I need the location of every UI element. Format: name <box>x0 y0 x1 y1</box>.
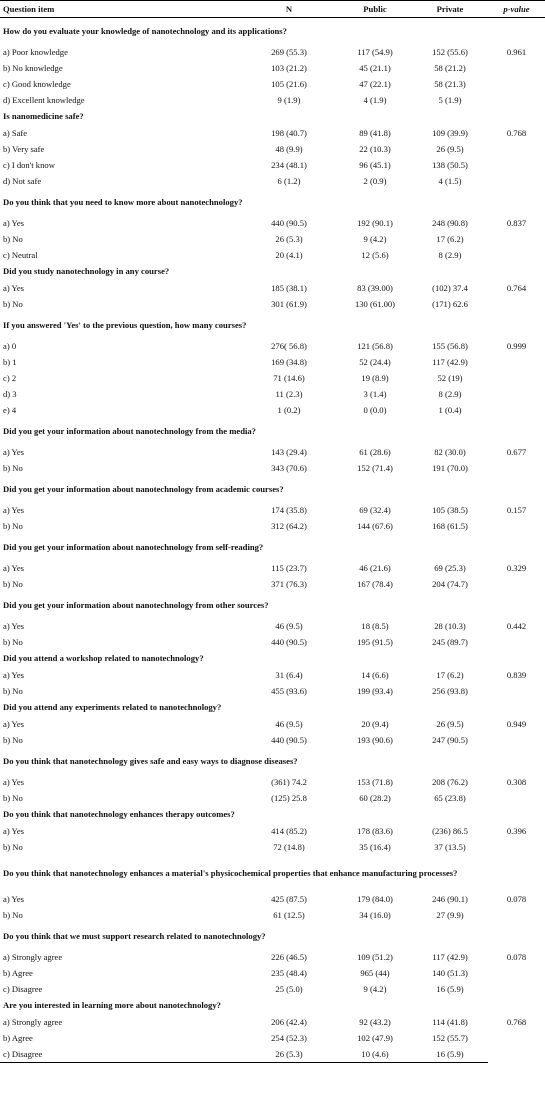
count-private: 58 (21.2) <box>434 62 466 73</box>
answer-label: b) No <box>3 462 23 473</box>
answer-label: a) Strongly agree <box>3 951 63 962</box>
answer-label: b) No <box>3 841 23 852</box>
header-p-value: p-value <box>488 1 545 18</box>
count-public: 9 (4.2) <box>363 233 387 244</box>
count-public: 18 (8.5) <box>361 620 389 631</box>
count-public: 19 (8.9) <box>361 372 389 383</box>
count-private: 256 (93.8) <box>432 685 468 696</box>
count-private: 26 (9.5) <box>436 143 464 154</box>
count-n: 425 (87.5) <box>271 893 307 904</box>
count-n: 198 (40.7) <box>271 127 307 138</box>
question-text: Did you study nanotechnology in any course? <box>3 266 170 276</box>
answer-label: a) Yes <box>3 504 25 515</box>
count-public: 69 (32.4) <box>359 504 391 515</box>
p-value: 0.949 <box>506 719 527 729</box>
count-private: 245 (89.7) <box>432 636 468 647</box>
answer-row <box>0 823 545 839</box>
answer-label: d) 3 <box>3 388 17 399</box>
count-n: 174 (35.8) <box>271 504 307 515</box>
answer-row <box>0 280 545 296</box>
count-n: 440 (90.5) <box>271 217 307 228</box>
header-public: Public <box>338 1 412 18</box>
answer-row <box>0 518 545 534</box>
answer-row <box>0 560 545 576</box>
count-private: 28 (10.3) <box>434 620 466 631</box>
count-private: 65 (23.8) <box>434 792 466 803</box>
count-public: 152 (71.4) <box>357 462 393 473</box>
count-n: 1 (0.2) <box>277 404 301 415</box>
count-public: 193 (90.6) <box>357 734 393 745</box>
count-n: 46 (9.5) <box>275 718 303 729</box>
count-private: 117 (42.9) <box>432 356 468 367</box>
question-row <box>0 997 545 1014</box>
count-public: 96 (45.1) <box>359 159 391 170</box>
answer-row <box>0 949 545 965</box>
count-public: 45 (21.1) <box>359 62 391 73</box>
answer-label: a) Yes <box>3 446 25 457</box>
p-value: 0.764 <box>506 283 527 293</box>
count-n: 440 (90.5) <box>271 636 307 647</box>
answer-label: b) No <box>3 909 23 920</box>
count-public: 0 (0.0) <box>363 404 387 415</box>
count-public: 9 (4.2) <box>363 983 387 994</box>
count-private: 105 (38.5) <box>432 504 468 515</box>
count-public: 192 (90.1) <box>357 217 393 228</box>
p-value: 0.157 <box>506 505 527 515</box>
p-value: 0.768 <box>506 128 527 138</box>
count-public: 179 (84.0) <box>357 893 393 904</box>
table-body <box>0 18 545 1063</box>
count-public: 117 (54.9) <box>357 46 393 57</box>
question-text: Did you get your information about nanotechnology from other sources? <box>3 599 269 610</box>
count-private: 140 (51.3) <box>432 967 468 978</box>
count-private: 155 (56.8) <box>432 340 468 351</box>
question-row <box>0 263 545 280</box>
count-private: (171) 62.6 <box>432 298 468 309</box>
answer-label: c) Neutral <box>3 249 38 260</box>
count-n: 185 (38.1) <box>271 282 307 293</box>
count-n: 276( 56.8) <box>271 340 307 351</box>
question-text: Do you think that you need to know more about nanotechnology? <box>3 196 243 207</box>
count-public: 47 (22.1) <box>359 78 391 89</box>
count-public: 153 (71.8) <box>357 776 393 787</box>
count-public: 2 (0.9) <box>363 175 387 186</box>
p-value: 0.078 <box>506 952 527 962</box>
count-public: 965 (44) <box>360 967 390 978</box>
question-row <box>0 534 545 560</box>
answer-label: c) Disagree <box>3 983 43 994</box>
question-row <box>0 699 545 716</box>
answer-row <box>0 370 545 386</box>
count-private: 191 (70.0) <box>432 462 468 473</box>
count-private: 8 (2.9) <box>438 388 462 399</box>
count-n: 25 (5.0) <box>275 983 303 994</box>
count-n: 301 (61.9) <box>271 298 307 309</box>
count-public: 92 (43.2) <box>359 1016 391 1027</box>
question-row <box>0 855 545 891</box>
count-n: 46 (9.5) <box>275 620 303 631</box>
count-n: 115 (23.7) <box>271 562 307 573</box>
count-public: 14 (6.6) <box>361 669 389 680</box>
answer-label: d) Not safe <box>3 175 42 186</box>
count-private: 37 (13.5) <box>434 841 466 852</box>
p-value: 0.677 <box>506 447 527 457</box>
count-n: 440 (90.5) <box>271 734 307 745</box>
count-private: 27 (9.9) <box>436 909 464 920</box>
count-n: 26 (5.3) <box>240 1046 338 1063</box>
count-private: 168 (61.5) <box>432 520 468 531</box>
count-n: 72 (14.8) <box>273 841 305 852</box>
answer-label: b) No <box>3 792 23 803</box>
count-n: 61 (12.5) <box>273 909 305 920</box>
answer-label: a) Yes <box>3 776 25 787</box>
answer-label: b) No knowledge <box>3 62 63 73</box>
count-public: 121 (56.8) <box>357 340 393 351</box>
answer-label: a) Yes <box>3 718 25 729</box>
answer-row <box>0 634 545 650</box>
answer-row <box>0 231 545 247</box>
count-n: 48 (9.9) <box>275 143 303 154</box>
count-public: 61 (28.6) <box>359 446 391 457</box>
answer-row <box>0 1030 545 1046</box>
count-private: 5 (1.9) <box>438 94 462 105</box>
count-n: 20 (4.1) <box>275 249 303 260</box>
p-value: 0.329 <box>506 563 527 573</box>
header-n: N <box>240 1 338 18</box>
answer-label: c) 2 <box>3 372 17 383</box>
answer-row <box>0 774 545 790</box>
question-row <box>0 312 545 338</box>
count-private: 69 (25.3) <box>434 562 466 573</box>
header-private: Private <box>412 1 488 18</box>
answer-row <box>0 444 545 460</box>
p-value: 0.999 <box>506 341 527 351</box>
answer-row <box>0 247 545 263</box>
answer-row <box>0 716 545 732</box>
count-private: 114 (41.8) <box>432 1016 468 1027</box>
count-private: 52 (19) <box>437 372 463 383</box>
answer-label: d) Excellent knowledge <box>3 94 85 105</box>
count-private: 17 (6.2) <box>436 233 464 244</box>
question-text: Did you get your information about nanotechnology from the media? <box>3 425 256 436</box>
answer-label: b) No <box>3 636 23 647</box>
count-public: 46 (21.6) <box>359 562 391 573</box>
answer-row <box>0 618 545 634</box>
count-n: 371 (76.3) <box>271 578 307 589</box>
count-n: 31 (6.4) <box>275 669 303 680</box>
count-public: 199 (93.4) <box>357 685 393 696</box>
count-n: 312 (64.2) <box>271 520 307 531</box>
question-text: Do you think that nanotechnology gives safe and easy ways to diagnose diseases? <box>3 755 298 766</box>
count-n: 105 (21.6) <box>271 78 307 89</box>
answer-label: b) No <box>3 685 23 696</box>
count-public: 35 (16.4) <box>359 841 391 852</box>
count-n: 6 (1.2) <box>277 175 301 186</box>
p-value: 0.078 <box>506 894 527 904</box>
count-public: 34 (16.0) <box>359 909 391 920</box>
answer-row <box>0 76 545 92</box>
count-public: 195 (91.5) <box>357 636 393 647</box>
answer-row <box>0 667 545 683</box>
answer-row <box>0 907 545 923</box>
count-n: 143 (29.4) <box>271 446 307 457</box>
answer-row <box>0 354 545 370</box>
answer-row <box>0 296 545 312</box>
question-text: Are you interested in learning more about nanotechnology? <box>3 1000 221 1010</box>
count-private: 8 (2.9) <box>438 249 462 260</box>
answer-label: a) Yes <box>3 825 25 836</box>
answer-row <box>0 981 545 997</box>
answer-row <box>0 502 545 518</box>
count-private: 117 (42.9) <box>432 951 468 962</box>
answer-label: b) No <box>3 578 23 589</box>
count-private: 16 (5.9) <box>412 1046 488 1063</box>
question-row <box>0 748 545 774</box>
answer-row <box>0 386 545 402</box>
count-n: 234 (48.1) <box>271 159 307 170</box>
count-public: 12 (5.6) <box>361 249 389 260</box>
answer-label: b) 1 <box>3 356 17 367</box>
answer-label: a) Yes <box>3 620 25 631</box>
answer-label: c) Good knowledge <box>3 78 71 89</box>
header-question-item: Question item <box>0 1 240 18</box>
p-value: 0.442 <box>506 621 527 631</box>
count-n: (125) 25.8 <box>271 792 307 803</box>
question-row <box>0 806 545 823</box>
answer-row <box>0 576 545 592</box>
answer-row <box>0 402 545 418</box>
count-n: 103 (21.2) <box>271 62 307 73</box>
answer-label: b) No <box>3 233 23 244</box>
count-n: 455 (93.6) <box>271 685 307 696</box>
count-n: 206 (42.4) <box>271 1016 307 1027</box>
count-public: 130 (61.00) <box>354 298 396 309</box>
p-value: 0.396 <box>506 826 527 836</box>
answer-row <box>0 215 545 231</box>
question-row <box>0 189 545 215</box>
answer-label: a) Safe <box>3 127 28 138</box>
question-row <box>0 592 545 618</box>
count-n: 9 (1.9) <box>277 94 301 105</box>
answer-row <box>0 173 545 189</box>
p-value: 0.837 <box>506 218 527 228</box>
question-row <box>0 418 545 444</box>
question-text: Did you get your information about nanotechnology from academic courses? <box>3 483 284 494</box>
count-private: 82 (30.0) <box>434 446 466 457</box>
answer-label: a) Poor knowledge <box>3 46 68 57</box>
answer-label: c) Disagree <box>0 1046 240 1063</box>
question-text: Do you think that nanotechnology enhances therapy outcomes? <box>3 809 235 819</box>
question-text: If you answered 'Yes' to the previous question, how many courses? <box>3 319 247 330</box>
answer-row <box>0 790 545 806</box>
count-private: 247 (90.5) <box>432 734 468 745</box>
count-n: 71 (14.6) <box>273 372 305 383</box>
question-row <box>0 108 545 125</box>
question-text: Do you think that nanotechnology enhances a material's physicochemical properties that enhance manufacturing processes? <box>3 867 458 878</box>
count-n: 11 (2.3) <box>275 388 303 399</box>
p-value: 0.839 <box>506 670 527 680</box>
count-public: 89 (41.8) <box>359 127 391 138</box>
question-text: Did you attend a workshop related to nanotechnology? <box>3 653 204 663</box>
count-private: 16 (5.9) <box>436 983 464 994</box>
count-private: 109 (39.9) <box>432 127 468 138</box>
count-public: 167 (78.4) <box>357 578 393 589</box>
answer-row <box>0 891 545 907</box>
answer-row <box>0 460 545 476</box>
question-row <box>0 476 545 502</box>
answer-row <box>0 1046 545 1063</box>
answer-row <box>0 125 545 141</box>
count-private: 138 (50.5) <box>432 159 468 170</box>
count-private: (236) 86.5 <box>432 825 468 836</box>
answer-label: e) 4 <box>3 404 17 415</box>
count-n: 26 (5.3) <box>275 233 303 244</box>
count-public: 109 (51.2) <box>357 951 393 962</box>
count-private: 17 (6.2) <box>436 669 464 680</box>
answer-label: b) Agree <box>3 967 33 978</box>
count-private: 152 (55.7) <box>432 1032 468 1043</box>
count-public: 10 (4.6) <box>338 1046 412 1063</box>
count-public: 22 (10.3) <box>359 143 391 154</box>
count-public: 52 (24.4) <box>359 356 391 367</box>
answer-row <box>0 60 545 76</box>
p-value: 0.768 <box>506 1017 527 1027</box>
p-value: 0.961 <box>506 47 527 57</box>
count-public: 178 (83.6) <box>357 825 393 836</box>
question-row <box>0 650 545 667</box>
answer-label: b) Agree <box>3 1032 33 1043</box>
count-n: 414 (85.2) <box>271 825 307 836</box>
answer-row <box>0 965 545 981</box>
answer-label: a) 0 <box>3 340 17 351</box>
question-text: How do you evaluate your knowledge of nanotechnology and its applications? <box>3 25 287 36</box>
count-public: 83 (39.00) <box>357 282 393 293</box>
answer-label: a) Yes <box>3 562 25 573</box>
count-private: 1 (0.4) <box>438 404 462 415</box>
count-n: 226 (46.5) <box>271 951 307 962</box>
count-private: 208 (76.2) <box>432 776 468 787</box>
count-private: 26 (9.5) <box>436 718 464 729</box>
answer-label: b) Very safe <box>3 143 45 154</box>
count-n: 235 (48.4) <box>271 967 307 978</box>
p-value: 0.308 <box>506 777 527 787</box>
question-row <box>0 923 545 949</box>
answer-label: b) No <box>3 734 23 745</box>
count-public: 4 (1.9) <box>363 94 387 105</box>
table-header-row <box>0 1 545 18</box>
answer-row <box>0 732 545 748</box>
count-private: 58 (21.3) <box>434 78 466 89</box>
count-private: (102) 37.4 <box>432 282 468 293</box>
answer-label: b) No <box>3 520 23 531</box>
count-n: 343 (70.6) <box>271 462 307 473</box>
answer-row <box>0 1014 545 1030</box>
question-text: Is nanomedicine safe? <box>3 111 84 121</box>
count-n: 254 (52.3) <box>271 1032 307 1043</box>
question-text: Did you get your information about nanotechnology from self-reading? <box>3 541 264 552</box>
count-n: 169 (34.8) <box>271 356 307 367</box>
count-public: 3 (1.4) <box>363 388 387 399</box>
question-text: Did you attend any experiments related to nanotechnology? <box>3 702 222 712</box>
question-text: Do you think that we must support research related to nanotechnology? <box>3 930 266 941</box>
count-private: 248 (90.8) <box>432 217 468 228</box>
answer-label: a) Yes <box>3 669 25 680</box>
answer-label: a) Yes <box>3 217 25 228</box>
answer-label: b) No <box>3 298 23 309</box>
count-private: 152 (55.6) <box>432 46 468 57</box>
count-public: 20 (9.4) <box>361 718 389 729</box>
count-n: 269 (55.3) <box>271 46 307 57</box>
answer-label: a) Yes <box>3 893 25 904</box>
answer-row <box>0 338 545 354</box>
count-private: 204 (74.7) <box>432 578 468 589</box>
answer-row <box>0 92 545 108</box>
answer-label: c) I don't know <box>3 159 55 170</box>
count-public: 144 (67.6) <box>357 520 393 531</box>
answer-row <box>0 683 545 699</box>
question-row <box>0 18 545 45</box>
answer-row <box>0 44 545 60</box>
answer-row <box>0 839 545 855</box>
count-private: 4 (1.5) <box>438 175 462 186</box>
count-public: 60 (28.2) <box>359 792 391 803</box>
count-n: (361) 74.2 <box>271 776 307 787</box>
count-private: 246 (90.1) <box>432 893 468 904</box>
answer-row <box>0 141 545 157</box>
answer-label: a) Yes <box>3 282 25 293</box>
answer-label: a) Strongly agree <box>3 1016 63 1027</box>
count-public: 102 (47.9) <box>357 1032 393 1043</box>
answer-row <box>0 157 545 173</box>
